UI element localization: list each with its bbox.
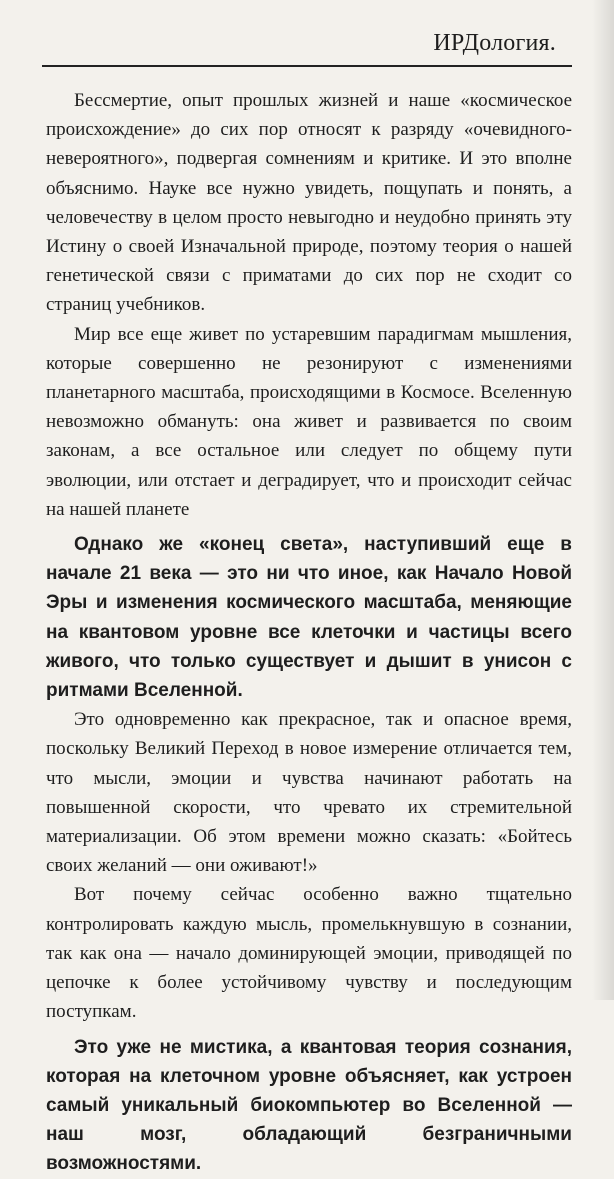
paragraph-4: Это одновременно как прекрасное, так и опасное время, поскольку Великий Переход в новое измерение отличается тем, что мысли, эмоции и чувства начинают работать на повышенной скорости, что чревато их стремительной материализации. Об этом времени можно сказать: «Бойтесь своих желаний — они оживают!» (46, 709, 572, 877)
page-body (46, 86, 572, 1179)
paragraph-5: Вот почему сейчас особенно важно тщательно контролировать каждую мысль, промелькнувшую в сознании, так как она — начало доминирующей эмоции, приводящей по цепочке к более устойчивому чувству и последующим поступкам. (46, 884, 572, 1023)
header-divider (42, 65, 572, 67)
page-edge-shadow (592, 0, 614, 1000)
paragraph-1: Бессмертие, опыт прошлых жизней и наше «космическое происхождение» до сих пор относят к разряду «очевидного-невероятного», подвергая сомнениям и критике. И это вполне объяснимо. Науке все нужно увидеть, пощупать и понять, а человечеству в целом просто невыгодно и неудобно принять эту Истину о своей Изначальной природе, поэтому теория о нашей генетической связи с приматами до сих пор не сходит со страниц учебников. (46, 90, 572, 316)
paragraph-2: Мир все еще живет по устаревшим парадигмам мышления, которые совершенно не резонируют с изменениями планетарного масштаба, происходящими в Космосе. Вселенную невозможно обмануть: она живет и развивается по своим законам, а все остальное или следует по общему пути эволюции, или отстает и деградирует, что и происходит сейчас на нашей планете (46, 323, 572, 520)
paragraph-6-bold: Это уже не мистика, а квантовая теория сознания, которая на клеточном уровне объясняет, как устроен самый уникальный биокомпьютер во Вселенной — наш мозг, обладающий безграничными возможностями. (46, 1036, 572, 1175)
running-header-title: ИРДология. (433, 30, 556, 56)
paragraph-3-bold: Однако же «конец света», наступивший еще в начале 21 века — это ни что иное, как Начало Новой Эры и изменения космического масштаба, меняющие на квантовом уровне все клеточки и частицы всего живого, что только существует и дышит в унисон с ритмами Вселенной. (46, 534, 572, 702)
